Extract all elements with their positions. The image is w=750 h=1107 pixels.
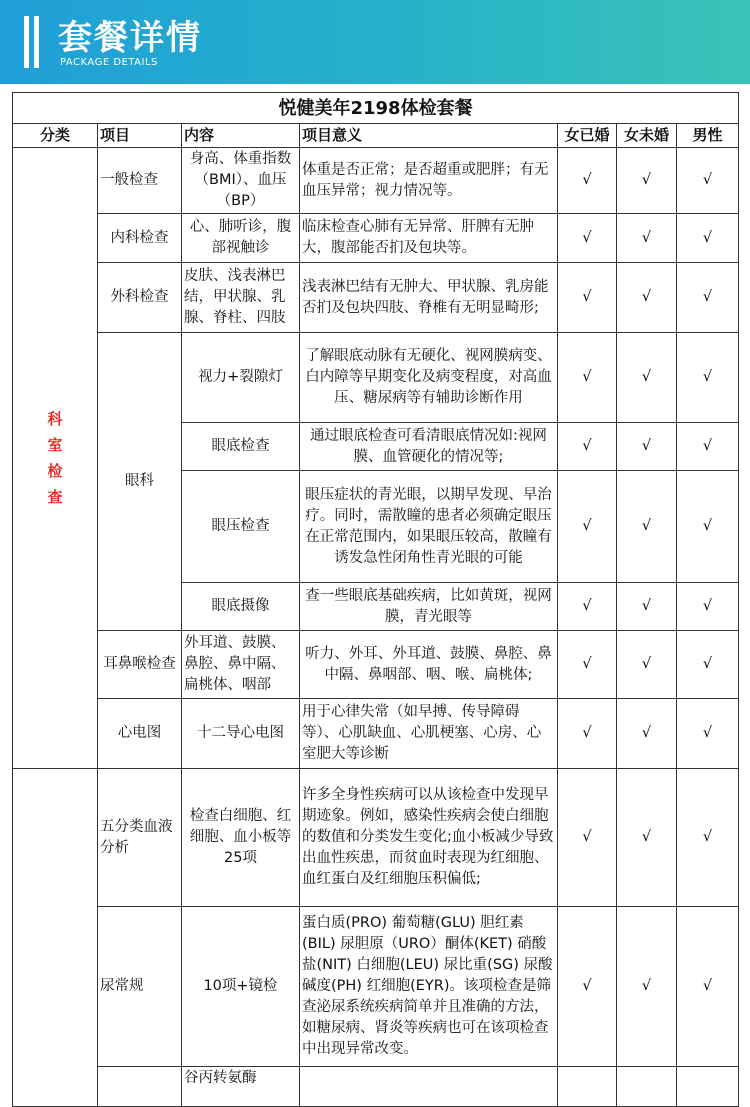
check-mark: √ [677,148,739,214]
check-mark: √ [677,333,739,423]
check-mark: √ [617,333,677,423]
content-cell: 视力+裂隙灯 [182,333,300,423]
table-row [13,148,739,214]
check-mark: √ [558,583,617,631]
content-cell: 心、肺听诊，腹部视触诊 [182,214,300,263]
check-mark: √ [558,423,617,471]
category-cell: 科 室 检 查 [13,148,98,769]
item-cell: 尿常规 [98,907,182,1067]
item-cell: 五分类血液分析 [98,769,182,907]
check-mark: √ [617,631,677,699]
content-cell: 外耳道、鼓膜、鼻腔、鼻中隔、扁桃体、咽部 [182,631,300,699]
check-mark: √ [617,148,677,214]
page-header [0,0,750,84]
meaning-cell: 眼压症状的青光眼，以期早发现、早治疗。同时，需散瞳的患者必须确定眼压在正常范围内，如果眼压较高，散瞳有诱发急性闭角性青光眼的可能 [300,471,558,583]
column-header: 项目 [98,124,182,148]
header-bar-decoration [34,16,39,68]
content-cell: 眼底检查 [182,423,300,471]
check-mark: √ [558,148,617,214]
column-header: 女已婚 [558,124,617,148]
meaning-cell: 通过眼底检查可看清眼底情况如:视网膜、血管硬化的情况等; [300,423,558,471]
meaning-cell: 临床检查心肺有无异常、肝脾有无肿大，腹部能否扪及包块等。 [300,214,558,263]
content-cell: 检查白细胞、红细胞、血小板等25项 [182,769,300,907]
item-cell [98,1067,182,1107]
check-mark: √ [617,263,677,333]
check-mark: √ [677,263,739,333]
content-cell: 皮肤、浅表淋巴结，甲状腺、乳腺、脊柱、四肢 [182,263,300,333]
package-table [12,92,739,1107]
check-mark: √ [677,583,739,631]
check-cell [677,1067,739,1107]
check-mark: √ [558,699,617,769]
table-row [13,333,739,423]
check-cell [558,1067,617,1107]
table-row [13,699,739,769]
check-mark: √ [677,471,739,583]
check-mark: √ [558,907,617,1067]
content-cell: 谷丙转氨酶 [182,1067,300,1107]
column-header: 项目意义 [300,124,558,148]
check-mark: √ [677,699,739,769]
check-mark: √ [558,769,617,907]
check-mark: √ [617,423,677,471]
meaning-cell: 听力、外耳、外耳道、鼓膜、鼻腔、鼻中隔、鼻咽部、咽、喉、扁桃体; [300,631,558,699]
meaning-cell: 了解眼底动脉有无硬化、视网膜病变、白内障等早期变化及病变程度，对高血压、糖尿病等有辅助诊断作用 [300,333,558,423]
column-header: 女未婚 [617,124,677,148]
check-mark: √ [677,423,739,471]
table-row [13,631,739,699]
check-mark: √ [677,769,739,907]
check-mark: √ [558,333,617,423]
check-cell [617,1067,677,1107]
page-subtitle: PACKAGE DETAILS [60,57,158,68]
table-row [13,1067,739,1107]
check-mark: √ [617,214,677,263]
check-mark: √ [558,263,617,333]
check-mark: √ [617,471,677,583]
item-cell: 心电图 [98,699,182,769]
check-mark: √ [617,769,677,907]
content-cell: 眼底摄像 [182,583,300,631]
content-cell: 10项+镜检 [182,907,300,1067]
check-mark: √ [677,631,739,699]
meaning-cell: 蛋白质(PRO) 葡萄糖(GLU) 胆红素(BIL) 尿胆原（URO）酮体(KET) 硝酸盐(NIT) 白细胞(LEU) 尿比重(SG) 尿酸碱度(PH) 红细胞(EYR)。该项检查是筛查泌尿系统疾病简单并且准确的方法，如糖尿病、肾炎等疾病也可在该项检查中出现异常改变。 [300,907,558,1067]
table-row [13,214,739,263]
check-mark: √ [558,471,617,583]
check-mark: √ [617,699,677,769]
category-cell [13,769,98,1107]
check-mark: √ [677,907,739,1067]
content-cell: 十二导心电图 [182,699,300,769]
check-mark: √ [617,583,677,631]
item-cell: 外科检查 [98,263,182,333]
check-mark: √ [558,214,617,263]
content-cell: 身高、体重指数（BMI）、血压（BP） [182,148,300,214]
header-bar-decoration [24,16,29,68]
column-header: 分类 [13,124,98,148]
meaning-cell: 浅表淋巴结有无肿大、甲状腺、乳房能否扪及包块四肢、脊椎有无明显畸形; [300,263,558,333]
item-cell: 耳鼻喉检查 [98,631,182,699]
content-cell: 眼压检查 [182,471,300,583]
table-row [13,907,739,1067]
meaning-cell: 用于心律失常（如早搏、传导障碍等）、心肌缺血、心肌梗塞、心房、心室肥大等诊断 [300,699,558,769]
column-header: 男性 [677,124,739,148]
meaning-cell [300,1067,558,1107]
table-title: 悦健美年2198体检套餐 [13,93,739,124]
meaning-cell: 查一些眼底基础疾病，比如黄斑，视网膜，青光眼等 [300,583,558,631]
item-cell: 眼科 [98,333,182,631]
item-cell: 一般检查 [98,148,182,214]
check-mark: √ [617,907,677,1067]
column-header: 内容 [182,124,300,148]
table-row [13,769,739,907]
check-mark: √ [677,214,739,263]
meaning-cell: 体重是否正常；是否超重或肥胖；有无血压异常；视力情况等。 [300,148,558,214]
page-title: 套餐详情 [58,18,202,58]
meaning-cell: 许多全身性疾病可以从该检查中发现早期迹象。例如，感染性疾病会使白细胞的数值和分类发生变化;血小板减少导致出血性疾患，而贫血时表现为红细胞、血红蛋白及红细胞压积偏低; [300,769,558,907]
table-row [13,263,739,333]
check-mark: √ [558,631,617,699]
item-cell: 内科检查 [98,214,182,263]
